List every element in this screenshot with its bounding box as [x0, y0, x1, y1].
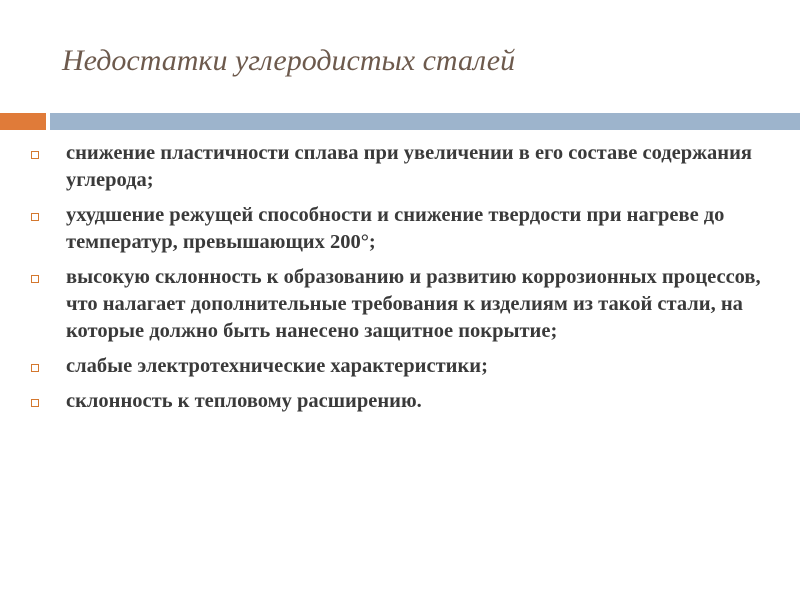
bullet-item: [28, 264, 768, 345]
square-bullet-icon: [31, 151, 39, 159]
bullet-text: ухудшение режущей способности и снижение твердости при нагреве до температур, превышающих 200°;: [66, 204, 725, 253]
bullet-text: высокую склонность к образованию и развитию коррозионных процессов, что налагает дополнительные требования к изделиям из такой стали, на которые должно быть нанесено защитное покрытие;: [66, 266, 761, 342]
bullet-text: снижение пластичности сплава при увеличении в его составе содержания углерода;: [66, 142, 752, 191]
bullet-item: [28, 388, 768, 415]
bullet-item: [28, 353, 768, 380]
slide-title: Недостатки углеродистых сталей: [62, 44, 516, 77]
square-bullet-icon: [31, 275, 39, 283]
bullet-list: [28, 140, 768, 423]
accent-bar-blue: [50, 113, 800, 130]
bullet-item: [28, 202, 768, 256]
accent-bar-orange: [0, 113, 46, 130]
bullet-item: [28, 140, 768, 194]
square-bullet-icon: [31, 399, 39, 407]
bullet-text: склонность к тепловому расширению.: [66, 390, 422, 412]
bullet-text: слабые электротехнические характеристики;: [66, 355, 488, 377]
square-bullet-icon: [31, 364, 39, 372]
square-bullet-icon: [31, 213, 39, 221]
